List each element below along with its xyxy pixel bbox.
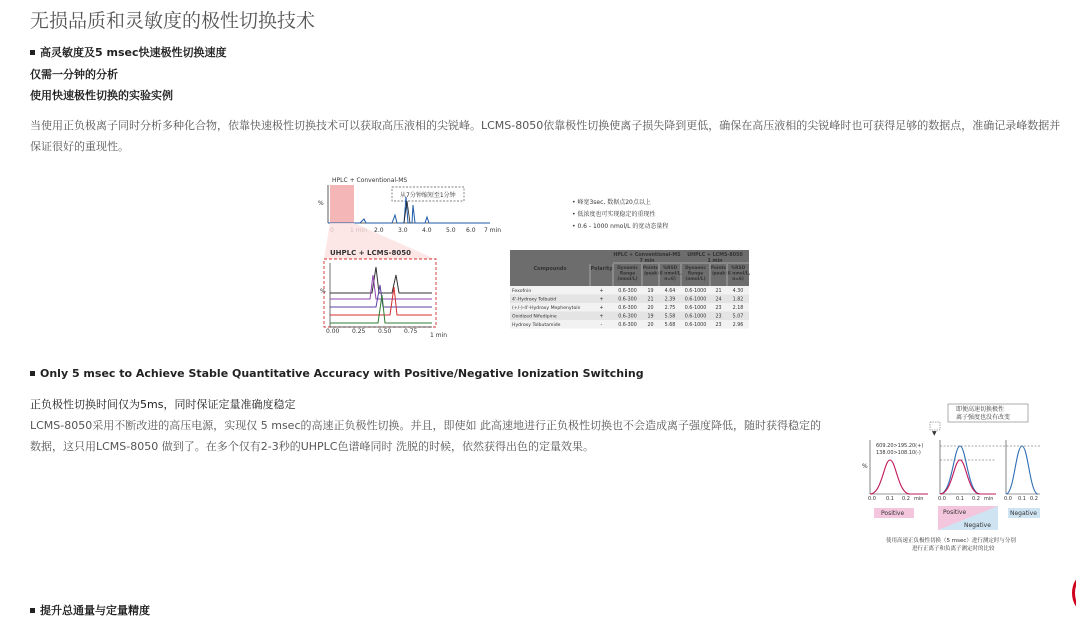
panel2-tick: 0.1 [956,496,964,502]
top-tick: 6.0 [466,227,476,234]
panel1-tick: 0.1 [886,496,894,502]
table-column-header: %RSD [662,266,678,271]
table-cell: 0.6-300 [618,306,637,311]
callout-line2: 离子强度也没有改变 [956,414,1011,421]
top-tick: 3.0 [398,227,408,234]
subheading-one-minute: 仅需一分钟的分析 [30,68,118,81]
square-bullet-icon [30,608,35,613]
table-cell: 20 [647,306,654,311]
table-column-header: Compounds [533,266,567,272]
panel3-tick: 0.1 [1018,496,1026,502]
section-heading-switching: Only 5 msec to Achieve Stable Quantitative Accuracy with Positive/Negative Ionization Switching [30,367,644,380]
table-cell: 2.18 [732,306,744,311]
panel1-positive-peak [870,460,928,494]
table-cell-compound: Hydroxy Tolbutamide [512,323,561,328]
table-column-header: Range [687,271,704,277]
table-column-header: (6 nmol/L, [725,271,751,277]
table-cell: 24 [715,297,722,303]
table-cell: 0.6-300 [618,289,637,294]
section-heading-sensitivity: 高灵敏度及5 msec快速极性切换速度 [30,44,226,60]
label-hplc-conventional: HPLC + Conventional-MS [332,177,408,184]
table-cell: 21 [715,289,722,294]
table-cell: - [600,323,603,328]
section2-paragraph: LCMS-8050采用不断改进的高压电源，实现仅 5 msec的高速正负极性切换。并且，即使如 此高速地进行正负极性切换也不会造成离子强度降低，随时获得稳定的数据，这只用LCMS-8050 做到了。在多个仅有2-3秒的UHPLC色谱峰同时 洗脱的时候，依然获得出色的定量效果。 [30,419,821,453]
figure1-bullet: • 0.6 - 1000 nmol/L 的宽动态量程 [572,223,669,230]
figure-chromatogram-comparison [300,175,755,340]
callout-pointer [930,422,940,430]
table-cell: 0.6-1000 [684,314,707,320]
table-cell-compound: (+/-)-4'-Hydroxy Mephenytoin [512,306,581,311]
figure1-bullet: • 低浓度也可实现稳定的重现性 [572,211,656,218]
table-column-header: Dynamic [617,266,638,271]
top-tick: 5.0 [446,227,456,234]
panel1-tick: 0.2 [902,496,910,502]
table-column-header: Dynamic [685,266,706,271]
table-column-header: Points [710,266,727,271]
table-cell: 0.6-1000 [684,289,707,294]
table-cell-compound: Oxidized Nifedipine [512,314,557,320]
panel3-tick: 0.2 [1030,496,1038,502]
table-cell: 5.68 [664,323,676,328]
table-cell: 23 [715,314,722,320]
table-cell: 0.6-300 [618,323,637,328]
table-cell: 0.6-300 [618,314,637,320]
table-cell: 5.58 [664,314,676,320]
panel1-y-unit: % [862,463,868,470]
table-group-header: 7 min [639,259,655,264]
label-negative: Negative [1010,510,1037,517]
table-group-header: HPLC + Conventional-MS [613,253,681,258]
caption-line2: 进行正离子和负离子测定时的比较 [912,546,995,552]
figure2-svg [830,402,1040,552]
results-table [510,250,751,329]
legend-negative: 138.00>108.10(-) [876,450,921,456]
label-both-negative: Negative [964,522,991,529]
bottom-tick: 0.75 [404,328,418,335]
panel2-tick: min [984,496,994,502]
table-cell: 5.07 [732,314,744,320]
table-cell-compound: 4'-Hydroxy Tolbutid [512,297,557,303]
label-positive: Positive [881,510,905,517]
top-y-unit: % [318,200,324,207]
section1-paragraph: 当使用正负极离子同时分析多种化合物，依靠快速极性切换技术可以获取高压液相的尖锐峰。LCMS-8050依靠极性切换使离子损失降到更低，确保在高压液相的尖锐峰时也可获得足够的数据点，准确记录峰数据并保证很好的重现性。 [30,119,1061,153]
table-column-header: %RSD [730,266,746,271]
table-cell: 0.6-300 [618,297,637,303]
panel1-tick: min [914,496,924,502]
table-cell: + [599,314,604,320]
table-column-header: Points [642,266,659,271]
table-column-header: (6 nmol/L, [657,271,683,277]
square-bullet-icon [30,50,35,55]
square-bullet-icon [30,371,35,376]
down-arrow-icon: ▼ [932,430,937,437]
table-cell: + [599,306,604,311]
table-column-header: n=6) [664,277,676,282]
table-column-header: n=6) [732,277,744,282]
label-uhplc-lcms: UHPLC + LCMS-8050 [330,249,412,257]
table-group-header: UHPLC + LCMS-8050 [687,253,743,258]
panel1-tick: 0.0 [868,496,876,502]
table-column-header: (nmol/L) [685,277,706,282]
table-column-header: /peak [643,271,658,277]
top-tick: 2.0 [374,227,384,234]
table-column-header: (nmol/L) [617,277,638,282]
panel3-negative-peak [1006,446,1038,494]
page-title: 无损品质和灵敏度的极性切换技术 [30,10,316,32]
table-cell: 2.39 [664,297,676,303]
figure1-bullet: • 峰宽3sec, 数据点20点以上 [572,199,651,206]
table-column-header: /peak [711,271,726,277]
table-cell: 0.6-1000 [684,297,707,303]
table-cell: 2.96 [732,323,744,328]
table-cell: 23 [715,323,722,328]
table-group-header: 1 min [707,259,723,264]
caption-line1: 使用高速正负极性切换（5 msec）进行测定时与分别 [886,538,1016,544]
panel2-positive-peak [940,460,996,494]
highlight-one-minute-region [330,185,354,223]
table-cell: + [599,289,604,294]
bottom-tick: 0.00 [326,328,340,335]
panel2-tick: 0.0 [938,496,946,502]
panel3-tick: 0.0 [1004,496,1012,502]
subheading-example: 使用快速极性切换的实验实例 [30,89,173,102]
table-cell: 21 [647,297,654,303]
table-cell-compound: Fexofnin [512,289,532,294]
table-cell: 19 [647,289,654,294]
table-cell: 23 [715,306,722,311]
table-column-header: Polarity [590,266,613,272]
table-column-header: Range [619,271,636,277]
table-cell: 0.6-1000 [684,323,707,328]
table-cell: 4.30 [732,289,744,294]
top-tick: 4.0 [422,227,432,234]
figure1-svg [300,175,755,340]
panel2-tick: 0.2 [972,496,980,502]
callout-line1: 即便高速切换极性 [956,406,1005,413]
label-both-positive: Positive [943,509,967,516]
label-shorten: 从7分钟缩短至1分钟 [400,192,456,199]
table-cell: 20 [647,323,654,328]
bottom-tick: 1 min [430,332,448,339]
table-cell: 0.6-1000 [684,306,707,311]
legend-positive: 609.20>195.20(+) [876,443,924,449]
table-cell: 2.75 [664,306,676,311]
table-cell: + [599,297,604,303]
table-cell: 4.64 [664,289,676,294]
table-cell: 19 [647,314,654,320]
bottom-y-unit: % [320,288,326,295]
section-heading-throughput: 提升总通量与定量精度 [30,602,150,618]
section2-line1: 正负极性切换时间仅为5ms，同时保证定量准确度稳定 [30,398,296,411]
bottom-tick: 0.25 [352,328,366,335]
table-cell: 1.82 [732,297,744,303]
figure-polarity-switching [830,402,1040,552]
bottom-tick: 0.50 [378,328,392,335]
floating-action-button[interactable] [1072,575,1076,611]
top-tick: 7 min [484,227,502,234]
